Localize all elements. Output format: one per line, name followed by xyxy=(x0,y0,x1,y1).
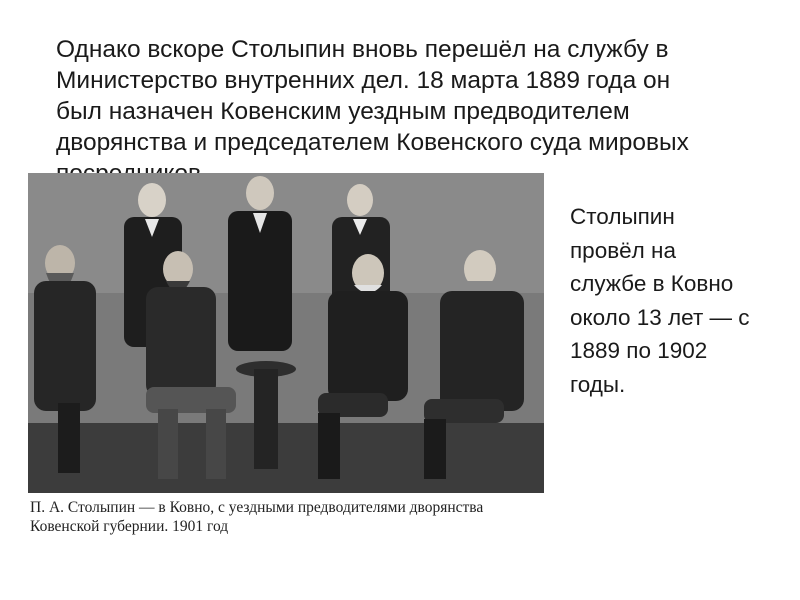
photo-caption: П. А. Столыпин — в Ковно, с уездными предводителями дворянства Ковенской губернии. 1901 год xyxy=(30,499,484,535)
group-photo xyxy=(28,173,544,493)
main-paragraph: Однако вскоре Столыпин вновь перешёл на службу в Министерство внутренних дел. 18 марта 1889 года он был назначен Ковенским уездным предводителем дворянства и председателем Ковенского суда мировых xyxy=(56,36,689,156)
group-photo-illustration xyxy=(28,173,544,493)
side-note: Столыпин провёл на службе в Ковно около 13 лет — с 1889 по 1902 годы. xyxy=(570,204,750,397)
